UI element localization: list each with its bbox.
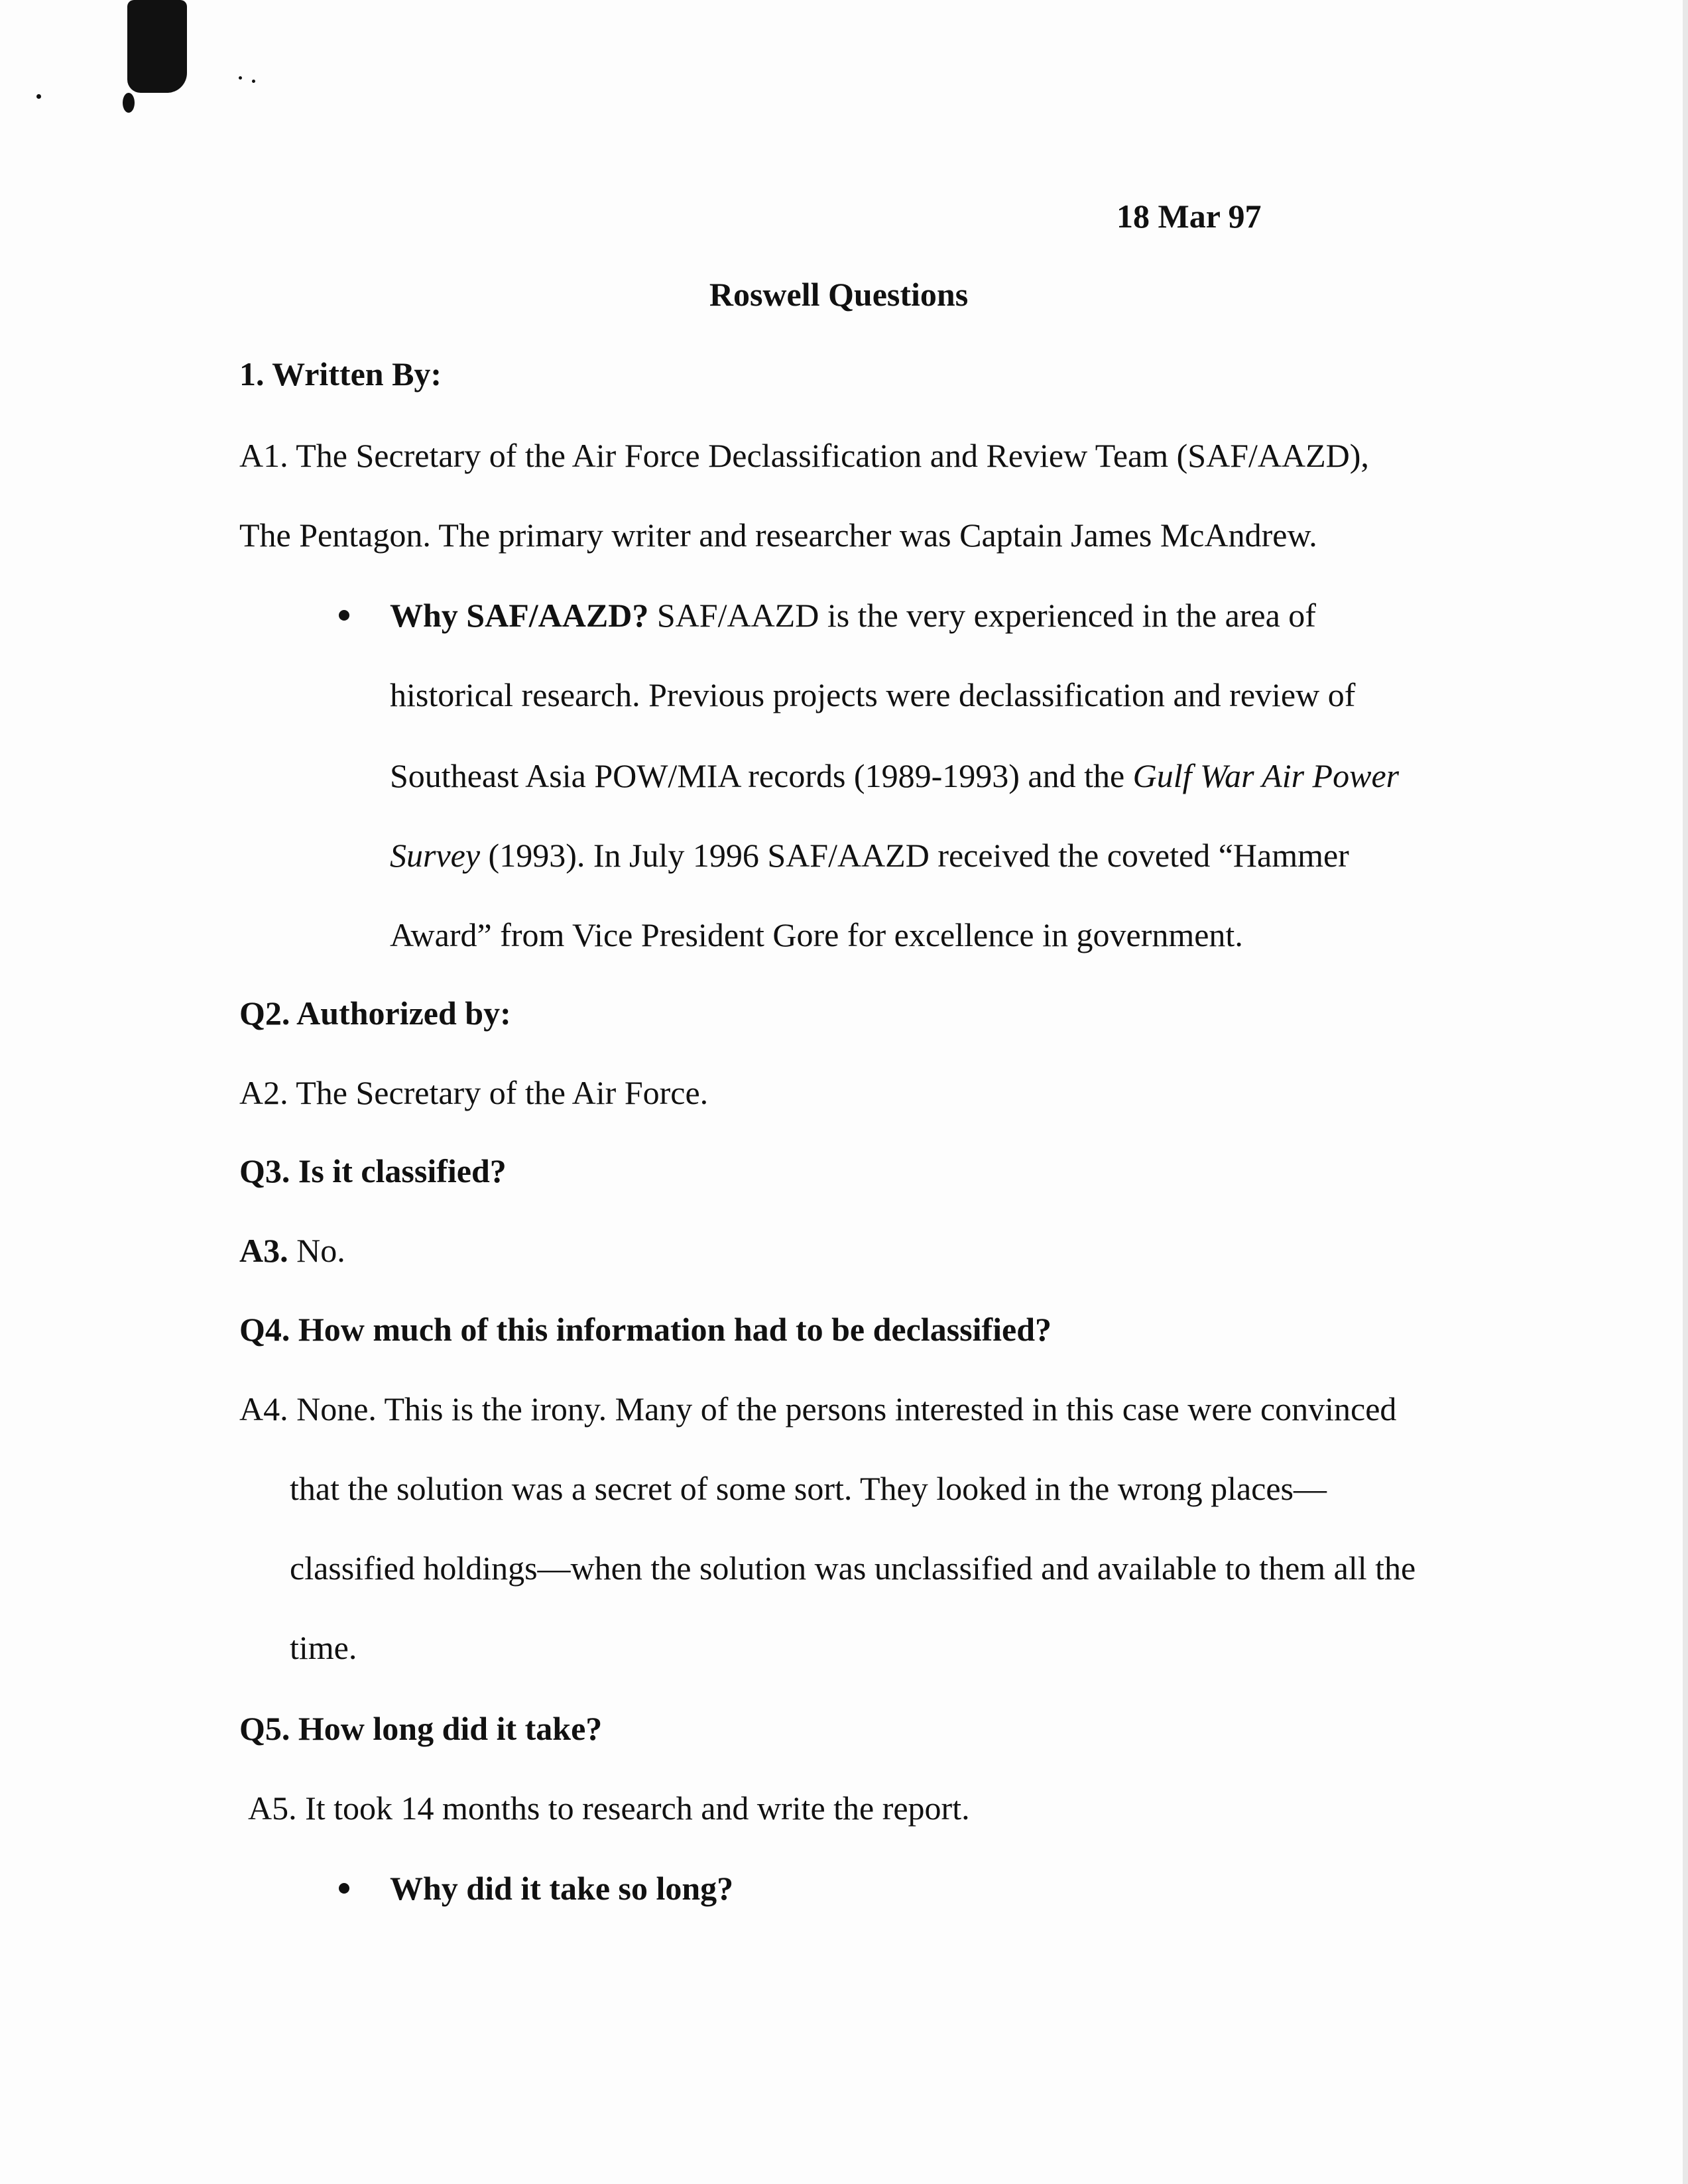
question-5: Q5. How long did it take? xyxy=(239,1710,603,1747)
bullet-1-text: Southeast Asia POW/MIA records (1989-1993) and the xyxy=(390,757,1133,794)
question-3: Q3. Is it classified? xyxy=(239,1152,507,1189)
answer-4-line: A4. None. This is the irony. Many of the persons interested in this case were convinced xyxy=(239,1390,1397,1427)
bullet-1-line: Award” from Vice President Gore for excellence in government. xyxy=(390,916,1243,953)
bullet-1-heading: Why SAF/AAZD? xyxy=(390,597,649,634)
answer-1-line: A1. The Secretary of the Air Force Declassification and Review Team (SAF/AAZD), xyxy=(239,437,1369,474)
bullet-1-line xyxy=(390,756,1399,796)
bullet-icon xyxy=(339,1883,349,1894)
bullet-1-text: (1993). In July 1996 SAF/AAZD received the coveted “Hammer xyxy=(480,837,1349,874)
answer-3 xyxy=(239,1231,345,1270)
bullet-1-line xyxy=(390,595,1316,635)
bullet-1-line xyxy=(390,835,1349,875)
answer-4-line: classified holdings—when the solution was unclassified and available to them all the xyxy=(290,1549,1416,1587)
page-title: Roswell Questions xyxy=(709,276,969,313)
question-2: Q2. Authorized by: xyxy=(239,995,511,1032)
bullet-1-line: historical research. Previous projects were declassification and review of xyxy=(390,676,1356,713)
scan-edge xyxy=(1683,0,1688,2184)
bullet-1-text: SAF/AAZD is the very experienced in the area of xyxy=(648,597,1316,634)
answer-3-text: No. xyxy=(288,1232,345,1269)
bullet-icon xyxy=(339,610,349,621)
document-date: 18 Mar 97 xyxy=(1116,198,1262,235)
report-title-italic: Survey xyxy=(390,837,481,874)
question-1: 1. Written By: xyxy=(239,355,442,393)
answer-1-line: The Pentagon. The primary writer and researcher was Captain James McAndrew. xyxy=(239,516,1317,554)
answer-3-label: A3. xyxy=(239,1232,288,1269)
question-4: Q4. How much of this information had to be declassified? xyxy=(239,1311,1052,1348)
answer-2: A2. The Secretary of the Air Force. xyxy=(239,1074,709,1111)
answer-4-line: time. xyxy=(290,1629,357,1666)
bullet-2-heading: Why did it take so long? xyxy=(390,1870,734,1907)
answer-4-line: that the solution was a secret of some sort. They looked in the wrong places— xyxy=(290,1470,1327,1507)
report-title-italic: Gulf War Air Power xyxy=(1132,757,1400,794)
answer-5: A5. It took 14 months to research and write the report. xyxy=(248,1790,970,1827)
